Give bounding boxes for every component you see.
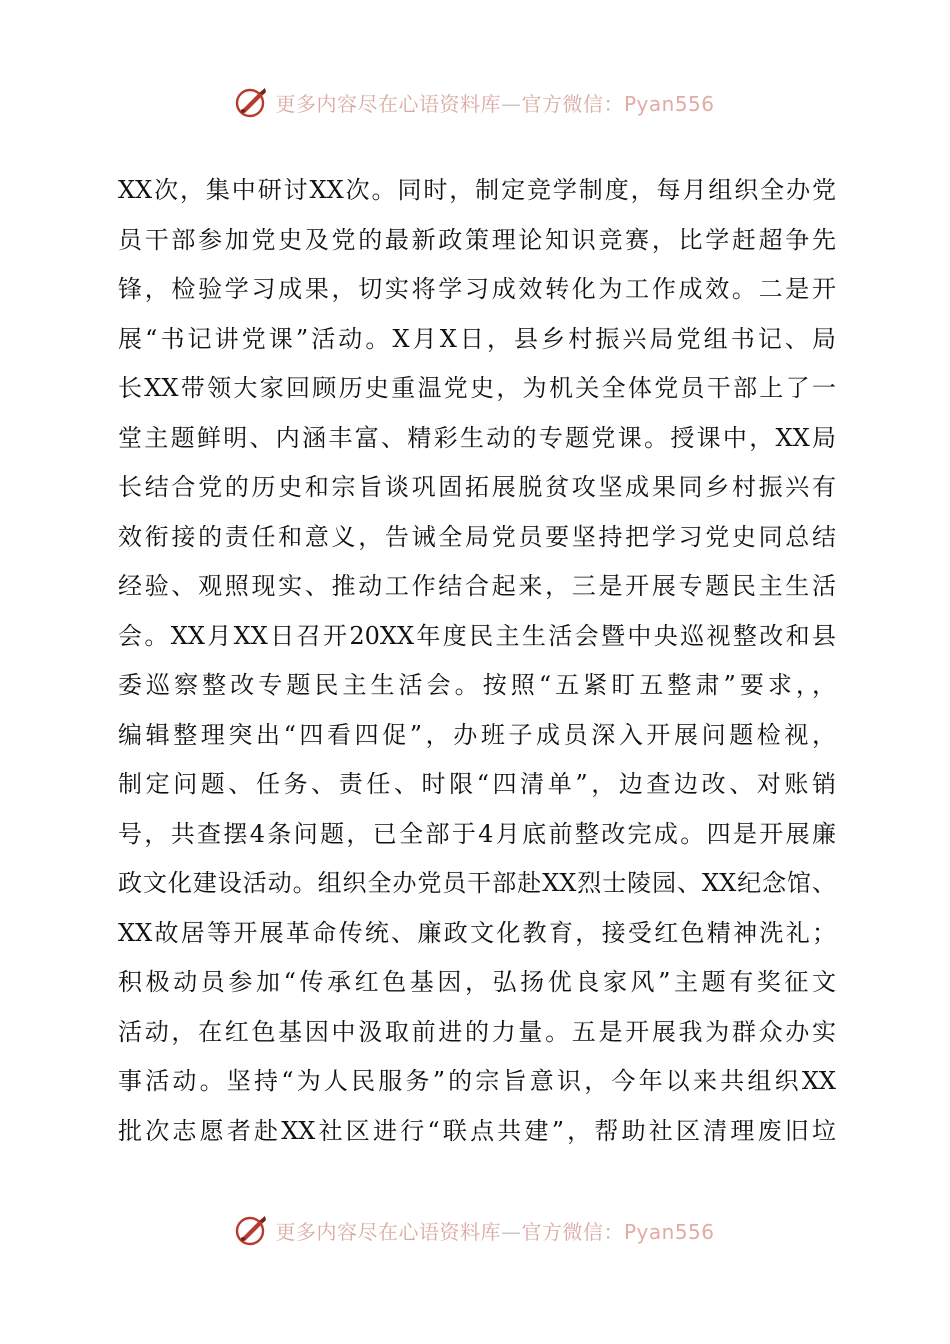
footer-wechat-label: 官方微信： [521,1219,624,1244]
footer-dash: — [500,1219,522,1244]
body-line: 会。XX月XX日召开20XX年度民主生活会暨中央巡视整改和县 [118,621,836,650]
body-line: 编辑整理突出“四看四促”，办班子成员深入开展问题检视， [118,720,836,749]
body-line: 活动，在红色基因中汲取前进的力量。五是开展我为群众办实 [118,1017,836,1046]
body-line: 长结合党的历史和宗旨谈巩固拓展脱贫攻坚成果同乡村振兴有 [118,473,836,501]
body-line: XX次，集中研讨XX次。同时，制定竞学制度，每月组织全办党 [118,176,836,204]
body-line: 制定问题、任务、责任、时限“四清单”，边查边改、对账销 [118,770,836,798]
header-wechat-label: 官方微信： [521,91,624,116]
body-line: 号，共查摆4条问题，已全部于4月底前整改完成。四是开展廉 [118,819,836,848]
body-line: 效衔接的责任和意义，告诫全局党员要坚持把学习党史同总结 [118,522,836,551]
header-wechat-id: Pyan556 [623,91,715,116]
body-line: 经验、观照现实、推动工作结合起来，三是开展专题民主生活 [118,572,836,600]
header-dash: — [500,91,522,116]
body-line: 员干部参加党史及党的最新政策理论知识竞赛，比学赶超争先 [118,225,836,254]
body-line: 长XX带领大家回顾历史重温党史，为机关全体党员干部上了一 [118,374,836,402]
header-text [275,88,714,117]
body-line: 积极动员参加“传承红色基因，弘扬优良家风”主题有奖征文 [118,968,836,996]
footer-banner [0,1210,950,1250]
header-site-name: 更多内容尽在心语资料库 [275,91,501,116]
body-line: 堂主题鲜明、内涵丰富、精彩生动的专题党课。授课中，XX局 [118,423,836,452]
body-line: XX故居等开展革命传统、廉政文化教育，接受红色精神洗礼； [118,918,836,947]
header-banner [0,82,950,122]
body-line: 委巡察整改专题民主生活会。按照“五紧盯五整肃”要求，， [118,671,836,699]
document-body [118,166,836,1156]
body-line: 事活动。坚持“为人民服务”的宗旨意识，今年以来共组织XX [118,1067,836,1095]
pen-circle-logo-icon [235,1213,269,1247]
footer-wechat-id: Pyan556 [623,1219,715,1244]
pen-circle-logo-icon [235,85,269,119]
footer-text [275,1216,714,1245]
body-line: 展“书记讲党课”活动。X月X日，县乡村振兴局党组书记、局 [118,324,836,353]
body-line: 政文化建设活动。组织全办党员干部赴XX烈士陵园、XX纪念馆、 [118,869,836,897]
body-line: 锋，检验学习成果，切实将学习成效转化为工作成效。二是开 [118,275,836,303]
footer-site-name: 更多内容尽在心语资料库 [275,1219,501,1244]
body-line: 批次志愿者赴XX社区进行“联点共建”，帮助社区清理废旧垃 [118,1116,836,1145]
